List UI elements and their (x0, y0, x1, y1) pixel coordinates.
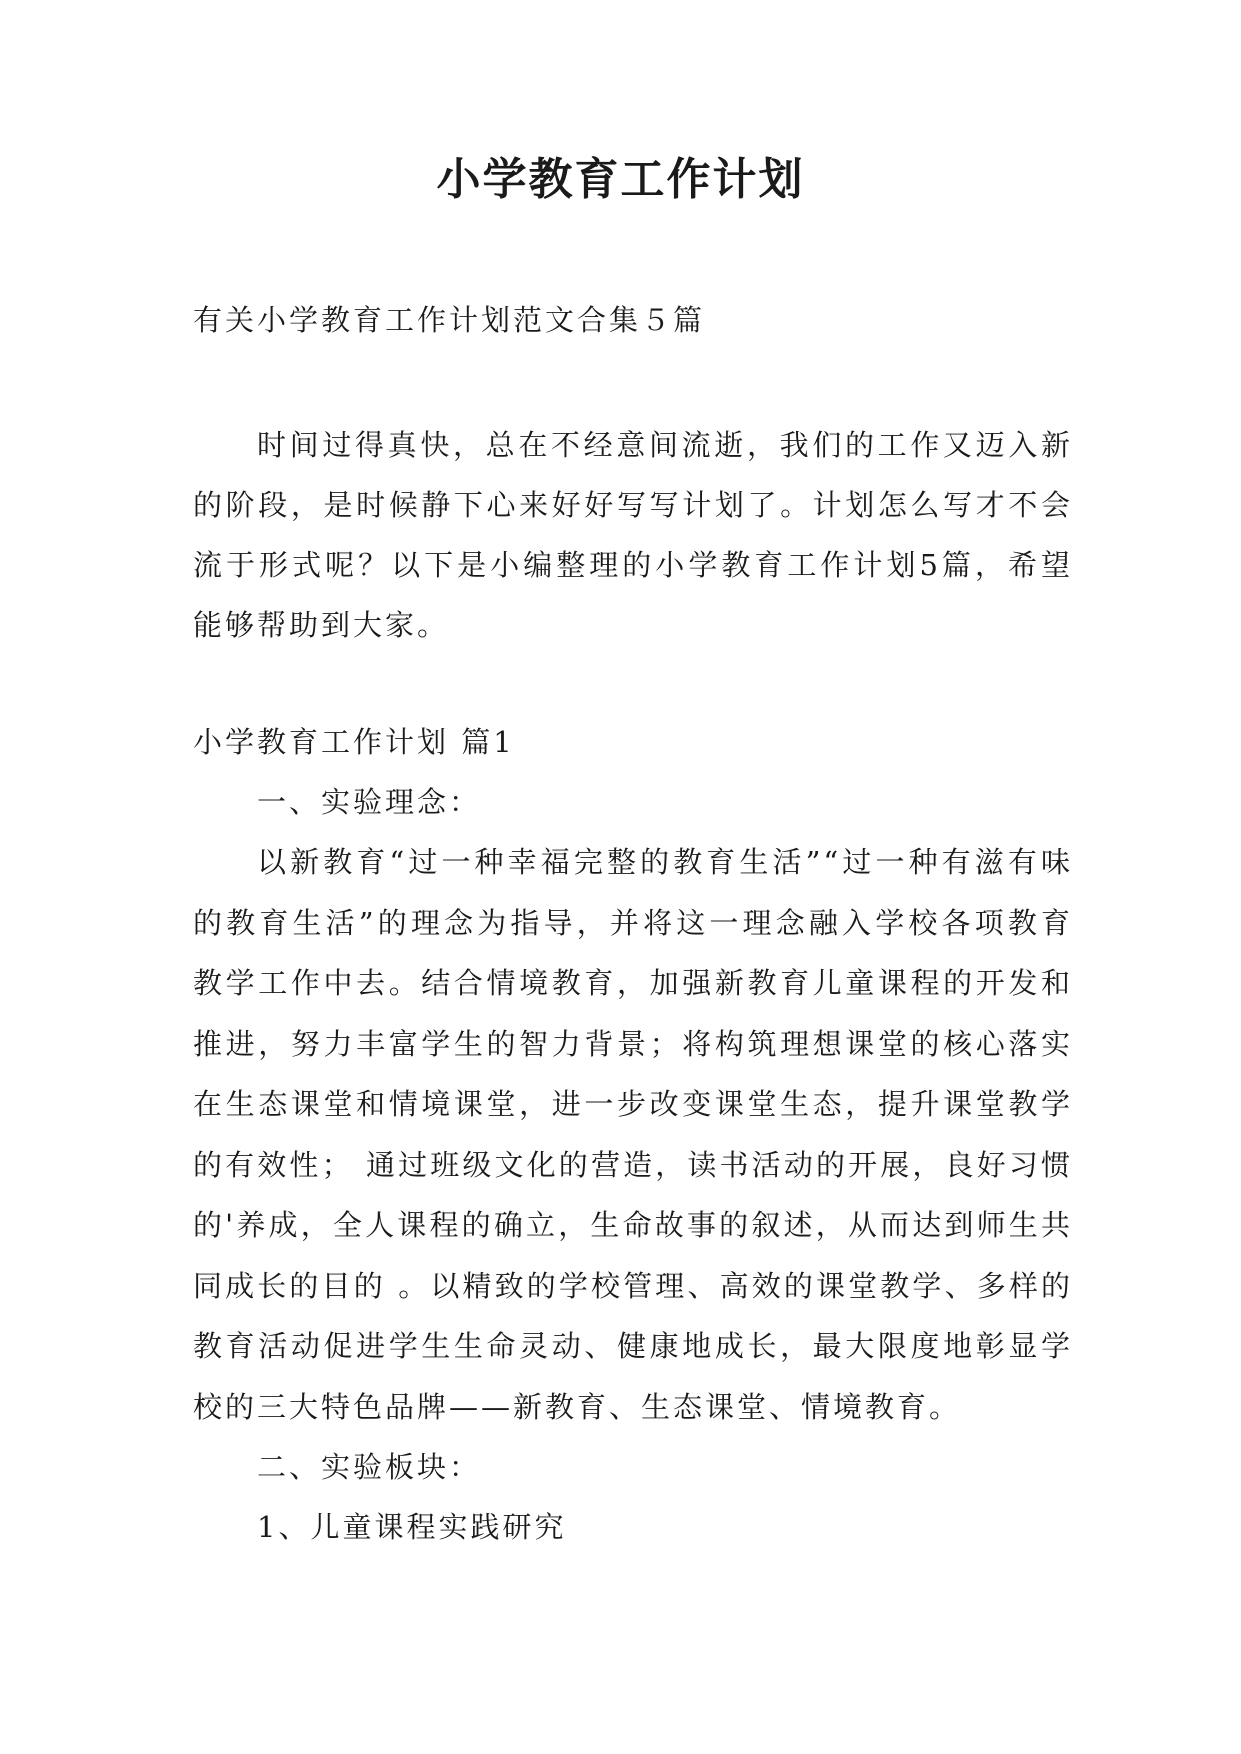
section-title: 小学教育工作计划 篇1 (193, 725, 515, 759)
document-body (193, 290, 1073, 1557)
heading-children-curriculum: 1、儿童课程实践研究 (257, 1510, 567, 1544)
document-subtitle: 有关小学教育工作计划范文合集５篇 (193, 303, 706, 337)
heading-experiment-concept: 一、实验理念： (257, 785, 482, 819)
intro-paragraph: 时间过得真快，总在不经意间流逝，我们的工作又迈入新的阶段，是时候静下心来好好写写计划了。计划怎么写才不会流于形式呢？以下是小编整理的小学教育工作计划5篇，希望能够帮助到大家。 (193, 428, 1073, 642)
document-title: 小学教育工作计划 (436, 154, 805, 205)
heading-experiment-modules: 二、实验板块： (257, 1450, 482, 1484)
concept-paragraph: 以新教育“过一种幸福完整的教育生活”“过一种有滋有味的教育生活”的理念为指导，并将这一理念融入学校各项教育教学工作中去。结合情境教育，加强新教育儿童课程的开发和推进，努力丰富学生的智力背景；将构筑理想课堂的核心落实在生态课堂和情境课堂，进一步改变课堂生态，提升课堂教学的有效性； 通过班级文化的营造，读书活动的开展，良好习惯的'养成，全人课程的确立，生命故事的叙述，从而达到师生共同成长的目的 。以精致的学校管理、高效的课堂教学、多样的教育活动促进学生生命灵动、健康地成长，最大限度地彰显学校的三大特色品牌——新教育、生态课堂、情境教育。 (193, 845, 1073, 1424)
